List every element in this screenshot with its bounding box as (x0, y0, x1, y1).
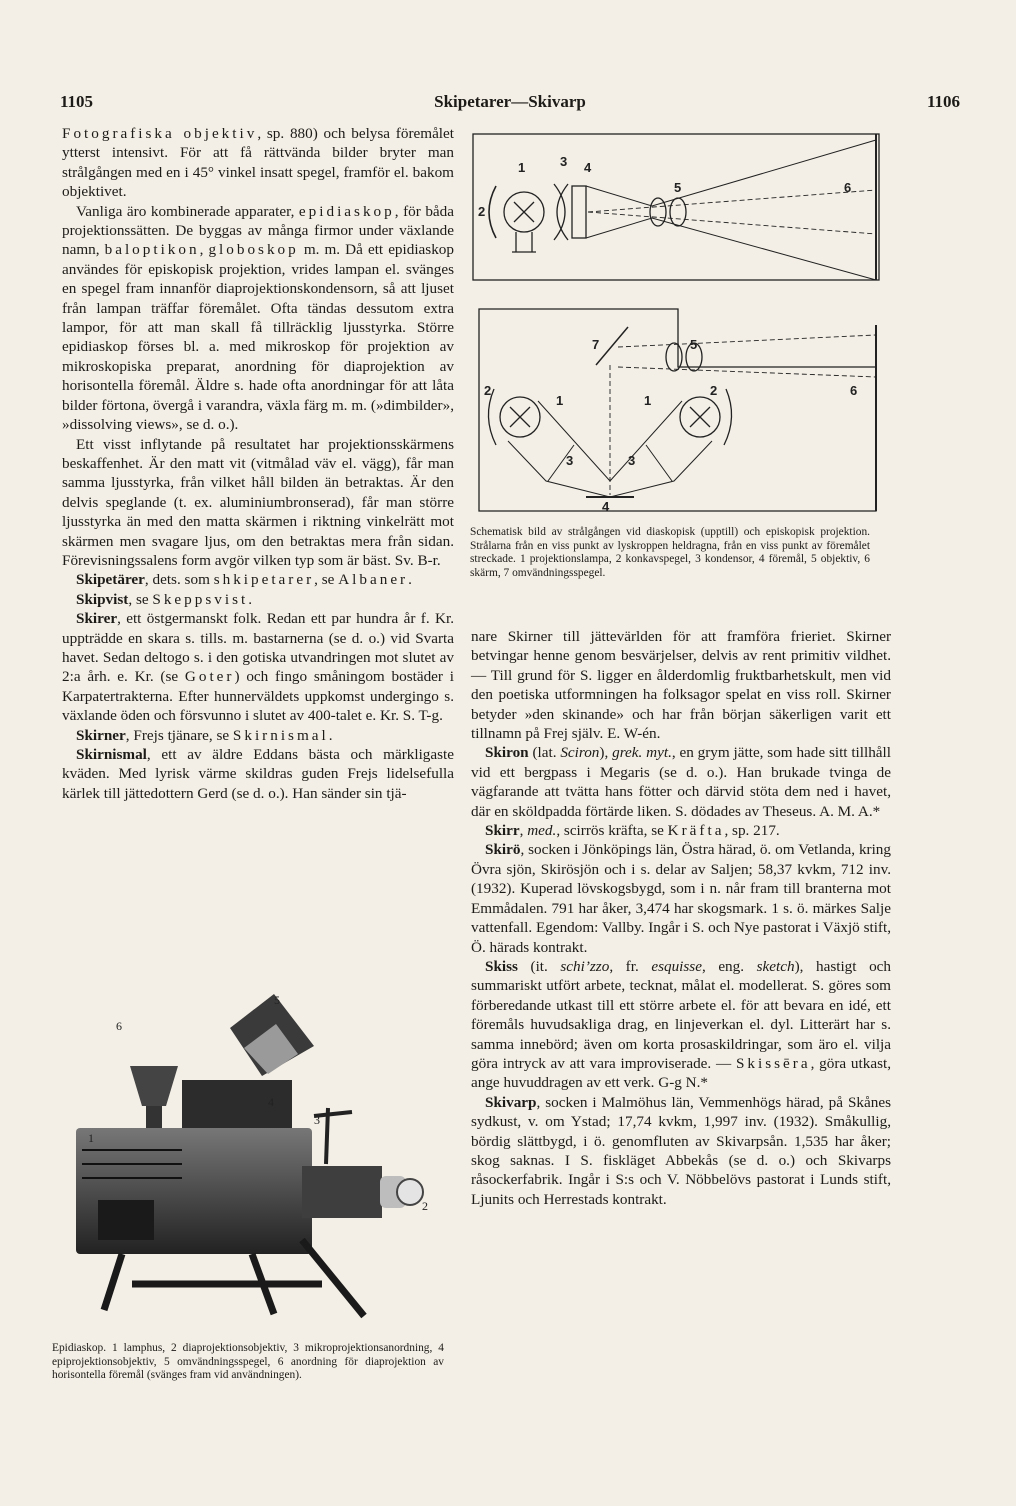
left-column (62, 124, 454, 803)
entry-skiron: Skiron (lat. Sciron), grek. myt., en grym jätte, som hade sitt tillhåll vid ett bergpass i Megaris (se d. o.). Han brukade tvinga de vägfarande att tvätta hans fötter och därvid stöta dem ned i havet, där en sköldpadda förtärde liken. S. dödades av Theseus. A. M. A.* (471, 744, 891, 820)
object-rays (588, 190, 876, 234)
objective-lens (670, 198, 686, 226)
diagram-label: 6 (844, 180, 852, 195)
entry-skiro: Skirö, socken i Jönköpings län, Östra härad, ö. om Vetlanda, kring Övra sjön, Skirösjön och i s. delar av Saljen; 58,37 kvkm, 712 inv. (1932). Kuperad lövskogsbygd, som i n. når fram till branterna mot Emmådalen. 791 har åker, 3,474 har skogsmark. 1 s. ö. märkes Salje vattenfall. Egendom: Vallby. Ingår i S. och Nye pastorat i Växjö stift, Ö. härads kontrakt. (471, 841, 891, 956)
entry-skirer: Skirer, ett östgermanskt folk. Redan ett par hundra år f. Kr. uppträdde en skara s. tills. m. bastarnerna (se d. o.) vid Svarta havet. Sedan deltogo s. i den gotiska utvandringen mot slutet av 2:a årh. e. Kr. (se Goter) och fingo småningom bostäder i Karpatertrakterna. Efter hunnerväldets uppkomst undergingo s. växlande öden och försvunno i slutet av 400-talet e. Kr. S. T-g. (62, 610, 454, 725)
photo-caption: Epidiaskop. 1 lamphus, 2 diaprojektionsobjektiv, 3 mikroprojektionsanordning, 4 epiprojektionsobjektiv, 5 omvändningsspegel, 6 anordning för diaprojektion av horisontella föremål (svänges fram vid användningen). (52, 1342, 444, 1382)
running-title: Skipetarer—Skivarp (434, 92, 586, 111)
entry-skiss: Skiss (it. schi’zzo, fr. esquisse, eng. sketch), hastigt och summariskt utfört arbete, tecknat, målat el. modellerat. S. göres som förberedande utkast till ett större arbete el. för att bevara en idé, ett föremåls huvudsakliga drag, en linjeverkan el. dyl. Litterärt har s. samma innebörd; även om korta prosaskildringar, som äro el. vilja göra intryck av att vara improviserade. — Skissēra, göra utkast, ange huvuddragen av ett verk. G-g N.* (471, 957, 892, 1092)
entry-skirnismal: Skirnismal, ett av äldre Eddans bästa och märkligaste kväden. Med lyrisk värme skildras guden Frejs lidelsefulla kärlek till jättedottern Gerd (se d. o.). Han sänder sin tjä- (62, 746, 454, 802)
diagram-label: 6 (850, 383, 858, 398)
left-lamp (488, 389, 540, 445)
epiprojection-objective (302, 1166, 382, 1218)
epidiaskop-photo (62, 988, 442, 1334)
horizontal-diaprojection-attachment (130, 1066, 178, 1106)
objective-lens (650, 198, 666, 226)
diagram-label: 3 (628, 453, 636, 468)
diagram-label: 1 (556, 393, 564, 408)
photo-label: 2 (422, 1199, 428, 1213)
concave-mirror (489, 186, 496, 238)
objective-lens (666, 343, 682, 371)
photo-label: 1 (88, 1131, 94, 1145)
paragraph-fotografiska: Fotografiska objektiv, sp. 880) och belysa föremålet ytterst intensivt. För att få rättvända bilder bryter man strålgången med en i 45° vinkel insatt spegel, framför el. bakom objektivet. (62, 125, 454, 201)
page-header (60, 92, 960, 116)
page-number-left: 1105 (60, 92, 94, 111)
paragraph-skirner-cont: nare Skirner till jättevärlden för att framföra frieriet. Skirner betvingar henne genom besvärjelser, delvis av rent primitiv vildhet. — Till grund för S. ligger en ålderdomlig fruktbarhetskult, men vid den poetiska utformningen ha folksagor spelat en viss roll. Skirner betyder »den skinande» och har från början säkerligen varit ett tillnamn på Frej själv. E. W-én. (471, 628, 891, 743)
episcopic-diagram (478, 305, 880, 515)
diascopic-diagram (472, 120, 880, 282)
diagram-label: 3 (566, 453, 574, 468)
entry-skirner: Skirner, Frejs tjänare, se Skirnismal. (76, 726, 333, 744)
diagram-label: 2 (710, 383, 718, 398)
condenser (554, 184, 586, 240)
right-column (471, 627, 891, 1209)
photo-label: 6 (116, 1019, 122, 1033)
diagram-label: 4 (584, 160, 592, 175)
diagram-label: 2 (484, 383, 492, 398)
reversing-mirror (596, 327, 628, 365)
diagram-label: 7 (592, 337, 600, 352)
diagram-label: 5 (690, 337, 698, 352)
right-lamp (680, 389, 732, 445)
projection-rays (586, 140, 876, 280)
paragraph-skarm: Ett visst inflytande på resultatet har projektionsskärmens beskaffenhet. Är den matt vit (vitmålad väv el. vägg), får man samma ljusstyrka, från vilket håll bilden än betraktas. Är den delvis speglande (t. ex. aluminiumbronserad), får man större ljusstyrka än med den matta skärmen i riktning vinkelrätt mot skärmen men svagare ljus, om den betraktas mera från sidan. Förevisningssalens form avgör vilken typ som är bäst. Sv. B-r. (62, 435, 454, 569)
paragraph-epidiaskop: Vanliga äro kombinerade apparater, epidiaskop, för båda projektionssätten. De byggas av många firmor under växlande namn, baloptikon, globoskop m. m. Då ett epidiaskop användes för episkopisk projektion, vrides lampan el. svänges en spegel fram innanför diaprojektionskondensorn, så att ljuset från lampan träffar föremålet. Ofta tändas dessutom extra lampor, för att man skall få tillräcklig ljusstyrka. Större epidiaskop förses bl. a. med mikroskop för projektion av mikroskopiska preparat, anordning för diaprojektion av horisontella föremål. Äldre s. hade ofta anordningar för att låta bilder förtona, övergå i varandra, växla färg m. m. (»dimbilder», »dissolving views», se d. o.). (62, 202, 454, 434)
photo-label: 4 (268, 1095, 274, 1109)
photo-label: 5 (274, 993, 280, 1007)
diagram-label: 3 (560, 154, 568, 169)
diagram-caption: Schematisk bild av strålgången vid diaskopisk (upptill) och episkopisk projektion. Strålarna från en viss punkt av lyskroppen heldragna, från en viss punkt av föremålet streckade. 1 projektionslampa, 2 konkavspegel, 3 kondensor, 4 föremål, 5 objektiv, 6 skärm, 7 omvändningsspegel. (470, 526, 870, 579)
diagram-label: 5 (674, 180, 682, 195)
entry-skivarp: Skivarp, socken i Malmöhus län, Vemmenhögs härad, på Skånes sydkust, v. om Ystad; 17,74 kvkm, 1,997 inv. (1932). Småkullig, bördig slättbygd, i ö. genomfluten av Skivarpsån. 1,535 har åker; skog saknas. I S. fiskläget Abbekås (se d. o.) och Skivarps råsockerfabrik. Ingår i S:s och V. Nöbbelövs pastorat i Lunds stift, Ljunits och Herrestads kontrakt. (471, 1093, 891, 1208)
diagram-label: 2 (478, 204, 486, 219)
photo-label: 3 (314, 1113, 320, 1127)
diagram-label: 1 (644, 393, 652, 408)
lamp-bulb (504, 192, 544, 252)
diagram-label: 4 (602, 499, 610, 514)
entry-skipvist: Skipvist, se Skeppsvist. (76, 590, 253, 608)
diagram-label: 1 (518, 160, 526, 175)
entry-skirr: Skirr, med., scirrös kräfta, se Kräfta, sp. 217. (485, 822, 780, 840)
entry-skipetarer: Skipetärer, dets. som shkipetarer, se Albaner. (76, 571, 412, 589)
page-number-right: 1106 (926, 92, 960, 111)
